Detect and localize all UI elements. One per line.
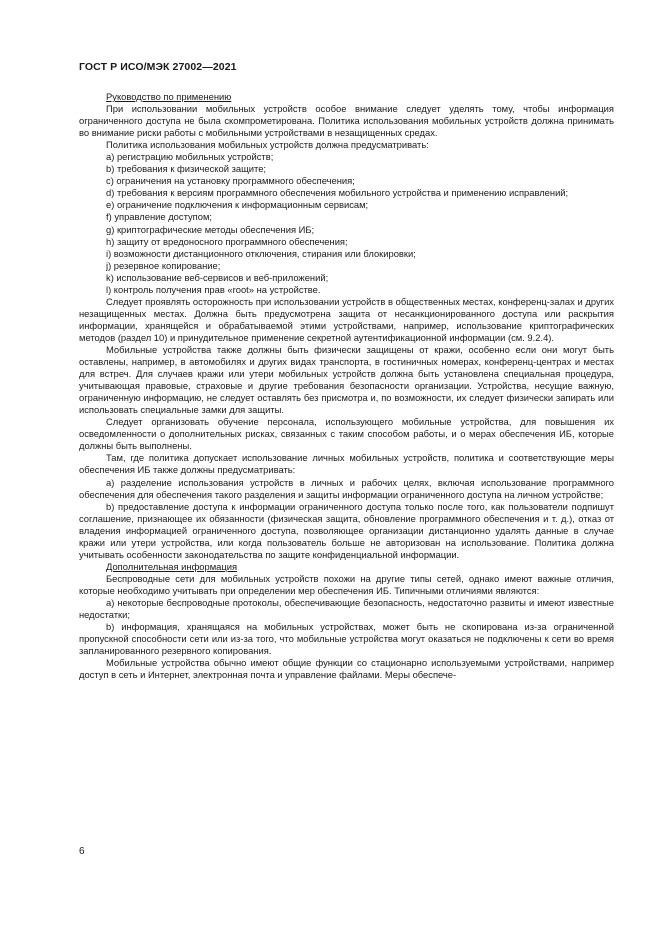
list-item: i) возможности дистанционного отключения, стирания или блокировки; xyxy=(106,247,416,259)
section-heading-additional-info: Дополнительная информация xyxy=(106,560,238,572)
paragraph: Беспроводные сети для мобильных устройств похожи на другие типы сетей, однако имеют важные отличия, которые необходимо учитывать при определении мер обеспечения ИБ. Типичными отличиями являются: xyxy=(79,572,614,596)
list-item: a) разделение использования устройств в личных и рабочих целях, включая использование программного обеспечения для обеспечения такого разделения и защиты информации ограниченного доступа на личном устройстве; xyxy=(79,476,614,500)
paragraph: Там, где политика допускает использование личных мобильных устройств, политика и соответствующие меры обеспечения ИБ также должны предусматривать: xyxy=(79,452,614,476)
list-item: f) управление доступом; xyxy=(106,211,213,223)
list-item: g) криптографические методы обеспечения ИБ; xyxy=(106,223,315,235)
list-item: c) ограничения на установку программного обеспечения; xyxy=(106,175,355,187)
list-item: h) защиту от вредоносного программного обеспечения; xyxy=(106,235,348,247)
paragraph: Следует организовать обучение персонала, использующего мобильные устройства, для повышения их осведомленности о дополнительных рисках, связанных с таким способом работы, и о мерах обеспечения ИБ, которые должны быть выполнены. xyxy=(79,416,614,452)
list-item: d) требования к версиям программного обеспечения мобильного устройства и применению исправлений; xyxy=(106,187,569,199)
list-item: a) некоторые беспроводные протоколы, обеспечивающие безопасность, недостаточно развиты и имеют известные недостатки; xyxy=(79,596,614,621)
list-item: l) контроль получения прав «root» на устройстве. xyxy=(106,283,321,295)
list-item: b) предоставление доступа к информации ограниченного доступа только после того, как пользователи подпишут соглашение, признающее их обязанности (физическая защита, обновление программного обеспечения и т. д.), отказ от владения информацией ограниченного доступа, позволяющее организации дистанционно удалять данные в случае кражи или утери устройства, или когда пользователь больше не авторизован на использование. Политика должна учитывать особенности законодательства по защите конфиденциальной информации. xyxy=(79,500,614,560)
paragraph: Следует проявлять осторожность при использовании устройств в общественных местах, конференц-залах и других незащищенных местах. Должна быть предусмотрена защита от несанкционированного доступа или раскрытия информации, хранящейся и обрабатываемой этими устройствами, например, использование криптографических методов (раздел 10) и принудительное применение секретной аутентификационной информации (см. 9.2.4). xyxy=(79,295,614,343)
paragraph: Мобильные устройства также должны быть физически защищены от кражи, особенно если они могут быть оставлены, например, в автомобилях и других видах транспорта, в гостиничных номерах, конференц-центрах и местах для встреч. Для случаев кражи или утери мобильных устройств должна быть установлена специальная процедура, учитывающая правовые, страховые и другие требования безопасности организации. Устройства, несущие важную, ограниченную информацию, не следует оставлять без присмотра и, по возможности, их следует физически запирать или использовать специальные замки для защиты. xyxy=(79,343,614,416)
list-item: e) ограничение подключения к информационным сервисам; xyxy=(106,199,369,211)
paragraph: Политика использования мобильных устройств должна предусматривать: xyxy=(106,139,429,151)
body-text xyxy=(79,91,614,681)
paragraph: Мобильные устройства обычно имеют общие функции со стационарно используемыми устройствами, например доступ в сеть и Интернет, электронная почта и управление файлами. Меры обеспече- xyxy=(79,657,614,681)
list-item: b) информация, хранящаяся на мобильных устройствах, может быть не скопирована из-за ограниченной пропускной способности сети или из-за того, что мобильные устройства могут оказаться не подключены к сети во время запланированного резервного копирования. xyxy=(79,621,614,657)
list-item: a) регистрацию мобильных устройств; xyxy=(106,151,274,163)
standard-header: ГОСТ Р ИСО/МЭК 27002—2021 xyxy=(79,61,237,73)
list-item: b) требования к физической защите; xyxy=(106,163,267,175)
page-number: 6 xyxy=(79,846,85,857)
paragraph: При использовании мобильных устройств особое внимание следует уделять тому, чтобы информация ограниченного доступа не была скомпрометирована. Политика использования мобильных устройств должна принимать во внимание риски работы с мобильными устройствами в незащищенных средах. xyxy=(79,103,614,139)
list-item: j) резервное копирование; xyxy=(106,259,221,271)
section-heading-guidance: Руководство по применению xyxy=(106,91,232,102)
list-item: k) использование веб-сервисов и веб-приложений; xyxy=(106,271,329,283)
